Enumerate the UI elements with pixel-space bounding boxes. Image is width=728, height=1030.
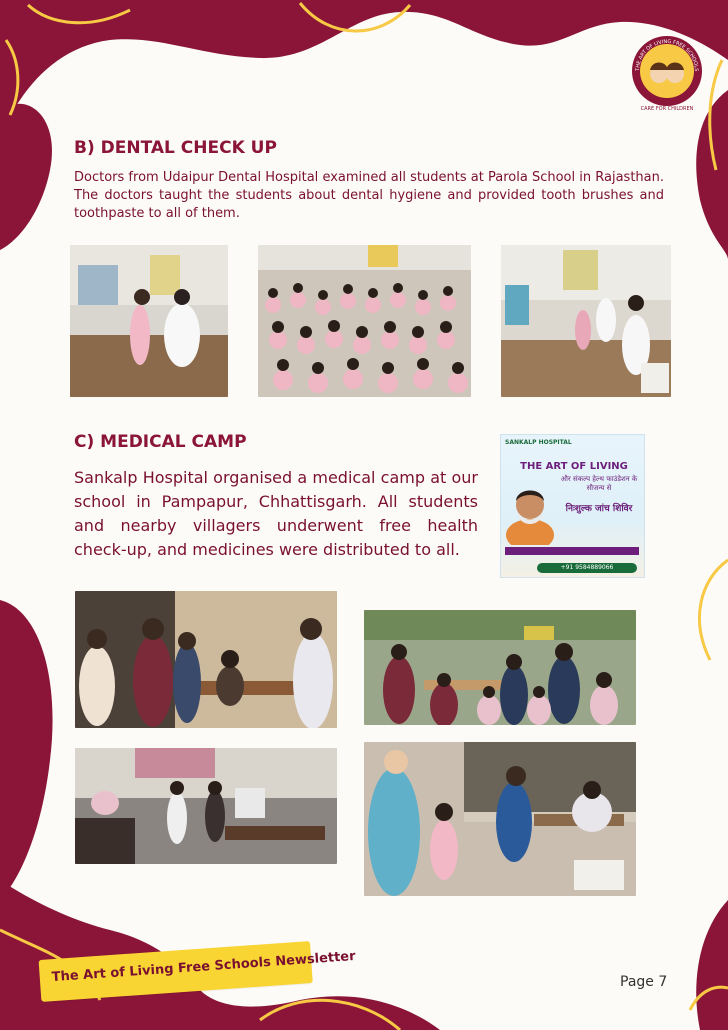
left-upper-blob (0, 104, 52, 250)
poster-subtitle: और संकल्प हेल्थ फाउंडेशन के सौजन्य से (560, 475, 638, 492)
poster-org: SANKALP HOSPITAL (505, 439, 572, 446)
dental-photo-1 (70, 245, 228, 397)
right-upper-blob (696, 90, 728, 260)
section-b-heading: B) DENTAL CHECK UP (74, 138, 277, 158)
poster-dates-bar (505, 547, 639, 555)
poster-phone: +91 9584889066 (537, 563, 637, 573)
free-schools-logo (632, 36, 702, 106)
logo-tagline: CARE FOR CHILDREN (640, 106, 694, 112)
poster-portrait (503, 479, 557, 545)
right-lower-blob (696, 900, 728, 1030)
dental-photo-2 (258, 245, 471, 397)
section-c-heading: C) MEDICAL CAMP (74, 432, 247, 452)
page-number: Page 7 (620, 974, 668, 990)
dental-photo-3 (501, 245, 671, 397)
newsletter-title: The Art of Living Free Schools Newsletter (51, 948, 357, 986)
camp-photo-2 (364, 610, 636, 725)
medical-camp-poster (500, 434, 645, 578)
logo-ring-text: THE ART OF LIVING FREE SCHOOLS (634, 38, 700, 72)
poster-headline: निःशुल्क जांच शिविर (565, 504, 633, 514)
camp-photo-4 (364, 742, 636, 896)
camp-photo-3 (75, 748, 337, 864)
left-lower-blob (0, 600, 53, 900)
section-b-body: Doctors from Udaipur Dental Hospital examined all students at Parola School in Rajasthan. The doctors taught the students about dental hygiene and provided tooth brushes and toothpaste to all of them. (74, 170, 664, 221)
poster-title: THE ART OF LIVING (520, 461, 628, 472)
section-c-body: Sankalp Hospital organised a medical camp at our school in Pampapur, Chhattisgarh. All students and nearby villagers underwent free health check-up, and medicines were distributed to all. (74, 468, 478, 559)
camp-photo-1 (75, 591, 337, 728)
